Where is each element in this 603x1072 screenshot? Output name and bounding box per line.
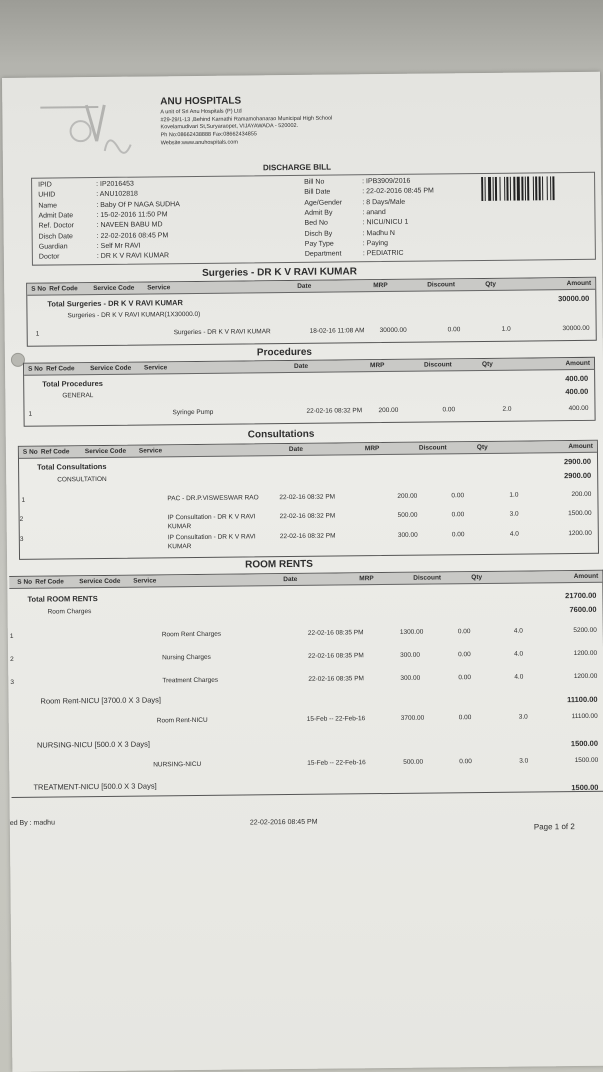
info-left-row [38, 211, 167, 219]
column-header: Service Code [90, 364, 132, 373]
row-amount: 11100.00 [571, 712, 598, 721]
info-left-row [38, 191, 138, 199]
info-left-value: : Baby Of P NAGA SUDHA [96, 200, 180, 209]
row-date: 22-02-16 08:32 PM [279, 512, 336, 521]
row-mrp: 200.00 [378, 406, 399, 415]
surgeries-title: Surgeries - DR K V RAVI KUMAR [201, 266, 357, 279]
row-discount: 0.00 [457, 628, 471, 636]
row-qty: 3.0 [509, 510, 519, 518]
info-right-label: Admit By [304, 209, 333, 217]
info-right-row [305, 229, 395, 237]
column-header: MRP [373, 281, 388, 290]
row-service: Treatment Charges [162, 676, 219, 685]
info-left-value: : Self Mr RAVI [96, 242, 141, 250]
column-header: Service Code [84, 447, 127, 456]
row-discount: 0.00 [447, 326, 461, 334]
column-header: MRP [359, 575, 374, 583]
row-mrp: 500.00 [397, 511, 418, 519]
column-header: Discount [418, 444, 447, 452]
info-right-row [304, 198, 405, 206]
row-service-cont: KUMAR [167, 523, 192, 531]
row-amount: 1500.00 [574, 756, 599, 765]
column-header: Qty [476, 443, 488, 452]
column-header: Service [138, 447, 163, 455]
row-amount: 200.00 [571, 490, 592, 499]
row-service: Surgeries - DR K V RAVI KUMAR [173, 328, 271, 337]
section-total-label: Total Procedures [42, 378, 103, 389]
print-date: 22-02-2016 08:45 PM [249, 818, 318, 827]
section-total: 21700.00 [565, 590, 597, 601]
subgroup-label: NURSING-NICU [500.0 X 3 Days] [36, 739, 150, 750]
info-left-value: : NAVEEN BABU MD [96, 221, 163, 230]
table-header [19, 441, 597, 459]
row-date: 22-02-16 08:32 PM [279, 493, 336, 502]
hospital-name: ANU HOSPITALS [160, 95, 242, 108]
info-left-row [39, 232, 169, 240]
info-left-label: Guardian [38, 243, 68, 251]
info-right-value: : IPB3909/2016 [362, 177, 411, 186]
row-date: 22-02-16 08:35 PM [307, 629, 364, 637]
column-header: Discount [413, 574, 442, 582]
row-discount: 0.00 [451, 492, 465, 500]
row-sno: 1 [21, 496, 26, 504]
row-date: 18-02-16 11:08 AM [309, 327, 365, 335]
info-right-label: Bill Date [304, 188, 331, 197]
info-left-label: Name [38, 202, 58, 210]
column-header: Date [294, 362, 309, 370]
row-date: 22-02-16 08:35 PM [308, 675, 365, 683]
group-total: 400.00 [565, 386, 589, 397]
row-amount: 1200.00 [573, 649, 598, 658]
column-header: Date [288, 445, 304, 454]
info-right-label: Bill No [304, 178, 325, 186]
row-service: IP Consultation - DR K V RAVI [167, 533, 256, 542]
row-qty: 4.0 [509, 530, 519, 538]
info-left-row [39, 242, 141, 250]
row-qty: 4.0 [514, 650, 524, 658]
column-header: S No [22, 448, 38, 456]
row-discount: 0.00 [451, 531, 465, 539]
row-qty: 2.0 [502, 405, 512, 413]
row-date: 22-02-16 08:32 PM [306, 407, 363, 415]
subgroup-total: 1500.00 [570, 738, 599, 749]
row-date: 22-02-16 08:35 PM [308, 652, 364, 660]
info-right-label: Department [304, 250, 342, 258]
info-right-value: : anand [362, 208, 386, 217]
info-left-value: : DR K V RAVI KUMAR [96, 252, 170, 261]
row-amount: 1200.00 [573, 672, 598, 681]
row-qty: 1.0 [509, 491, 519, 499]
info-left-label: Ref. Doctor [38, 222, 74, 230]
surgeries-table [26, 277, 597, 347]
column-header: Ref Code [49, 285, 78, 293]
procedures-table [23, 357, 596, 427]
info-left-row [38, 201, 180, 209]
row-mrp: 1300.00 [399, 628, 424, 636]
row-discount: 0.00 [458, 651, 471, 659]
group-label: CONSULTATION [57, 475, 107, 484]
info-right-row [304, 188, 434, 196]
info-right-value: : Paying [362, 239, 389, 248]
group-label: Surgeries - DR K V RAVI KUMAR(1X30000.0) [67, 310, 201, 320]
info-right-label: Disch By [304, 230, 333, 238]
row-service: NURSING-NICU [153, 760, 202, 769]
row-mrp: 3700.00 [400, 714, 425, 722]
info-left-row [39, 222, 163, 230]
row-mrp: 300.00 [400, 674, 421, 682]
section-total: 2900.00 [563, 456, 592, 467]
section-total-label: Total Surgeries - DR K V RAVI KUMAR [47, 298, 183, 309]
hospital-tagline: A unit of Sri Anu Hospitals (P) Ltd [160, 108, 242, 116]
barcode-icon [481, 176, 581, 201]
section-total-label: Total ROOM RENTS [27, 594, 98, 604]
column-header: MRP [364, 445, 380, 453]
hospital-address-1: #29-29/1-13 ,Behind Karnathi Ramamohanarao Municipal High School [160, 115, 333, 124]
row-discount: 0.00 [458, 674, 471, 682]
row-discount: 0.00 [458, 714, 472, 722]
column-header: Discount [423, 361, 452, 369]
hospital-phone: Ph No:08662438888 Fax:08662434855 [160, 131, 257, 139]
column-header: Ref Code [40, 448, 70, 456]
row-qty: 4.0 [513, 627, 523, 635]
row-sno: 2 [10, 655, 14, 663]
info-left-row [39, 252, 169, 260]
info-right-label: Age/Gender [304, 199, 343, 207]
row-amount: 400.00 [568, 404, 589, 413]
info-left-label: UHID [38, 191, 56, 199]
discharge-bill-page [2, 72, 603, 1072]
row-sno: 3 [10, 678, 14, 686]
column-header: S No [28, 365, 43, 373]
info-right-label: Bed No [304, 219, 328, 228]
column-header: Service [147, 284, 171, 292]
info-left-label: Admit Date [38, 212, 74, 220]
info-right-value: : PEDIATRIC [362, 249, 404, 258]
document-title: DISCHARGE BILL [262, 162, 331, 173]
row-sno: 1 [9, 632, 14, 640]
info-right-value: : 22-02-2016 08:45 PM [362, 187, 434, 196]
row-sno: 3 [19, 535, 24, 543]
column-header: Service Code [93, 284, 135, 293]
info-right-value: : 8 Days/Male [362, 198, 406, 206]
subgroup-total: 11100.00 [567, 694, 598, 705]
row-amount: 30000.00 [562, 324, 590, 333]
column-header: S No [31, 285, 47, 293]
column-header: Ref Code [35, 578, 64, 586]
column-header: Service [144, 364, 168, 372]
column-header: S No [17, 578, 33, 586]
column-header: Amount [573, 572, 599, 581]
section-total: 400.00 [565, 373, 589, 384]
row-qty: 4.0 [514, 673, 524, 681]
info-left-value: : IP2016453 [96, 180, 134, 189]
info-right-row [305, 250, 404, 258]
row-discount: 0.00 [451, 511, 465, 519]
room-rents-table [9, 570, 603, 798]
row-service: PAC - DR.P.VISWESWAR RAO [167, 494, 259, 503]
group-label: Room Charges [47, 608, 92, 616]
table-header [24, 358, 594, 376]
column-header: Amount [568, 442, 593, 451]
info-right-label: Pay Type [304, 240, 334, 248]
prepared-by: ed By : madhu [9, 819, 55, 827]
row-mrp: 500.00 [403, 758, 424, 766]
info-right-value: : Madhu N [362, 229, 395, 237]
row-date: 15-Feb -- 22-Feb-16 [307, 759, 366, 767]
table-header [9, 571, 602, 589]
info-right-row [304, 209, 385, 217]
row-mrp: 30000.00 [379, 326, 407, 335]
row-qty: 3.0 [518, 713, 528, 721]
section-total: 30000.00 [557, 293, 590, 304]
subgroup-label: Room Rent-NICU [3700.0 X 3 Days] [40, 695, 162, 706]
room-rents-title: ROOM RENTS [245, 558, 313, 571]
column-header: Amount [565, 359, 591, 368]
info-left-label: Disch Date [38, 232, 73, 241]
info-right-row [304, 178, 410, 186]
consultations-title: Consultations [247, 428, 315, 441]
info-left-value: : 22-02-2016 08:45 PM [96, 231, 169, 240]
procedures-title: Procedures [256, 346, 312, 359]
hospital-logo-icon [38, 101, 139, 172]
row-discount: 0.00 [459, 758, 472, 766]
row-date: 15-Feb -- 22-Feb-16 [306, 715, 366, 723]
row-sno: 2 [19, 515, 24, 523]
column-header: Qty [485, 280, 497, 288]
row-service: Room Rent-NICU [156, 716, 208, 725]
consultations-table [18, 440, 599, 560]
group-total: 2900.00 [564, 470, 592, 481]
column-header: Service [133, 577, 157, 585]
column-header: Ref Code [46, 365, 75, 373]
info-left-label: IPID [38, 181, 52, 189]
row-service: IP Consultation - DR K V RAVI [167, 513, 256, 522]
row-discount: 0.00 [442, 406, 456, 414]
row-sno: 1 [35, 330, 40, 338]
info-left-label: Doctor [38, 253, 60, 261]
hospital-website: Website:www.anuhospitals.com [160, 139, 238, 147]
row-mrp: 300.00 [397, 531, 418, 539]
page-number: Page 1 of 2 [533, 822, 575, 832]
column-header: Date [297, 282, 312, 290]
info-left-value: : ANU102818 [96, 190, 138, 199]
column-header: Date [283, 575, 298, 584]
info-right-row [305, 240, 388, 248]
column-header: Qty [481, 360, 493, 368]
section-total-label: Total Consultations [37, 461, 107, 472]
row-service: Nursing Charges [162, 653, 211, 662]
row-qty: 1.0 [501, 325, 511, 333]
column-header: MRP [369, 362, 385, 370]
column-header: Service Code [79, 577, 121, 586]
subgroup-label: TREATMENT-NICU [500.0 X 3 Days] [33, 781, 157, 792]
row-sno: 1 [28, 410, 33, 418]
column-header: Amount [566, 279, 592, 288]
row-amount: 1200.00 [568, 529, 592, 538]
row-mrp: 200.00 [397, 492, 418, 500]
row-qty: 3.0 [519, 757, 529, 765]
info-left-value: : 15-02-2016 11:50 PM [96, 211, 168, 219]
row-service: Syringe Pump [172, 408, 214, 417]
hospital-address-2: Kovelamudivari St,Suryaraopet, VIJAYAWADA - 520002. [160, 122, 299, 131]
row-service: Room Rent Charges [161, 630, 222, 639]
group-total: 7600.00 [569, 604, 597, 615]
column-header: Discount [427, 281, 456, 289]
group-label: GENERAL [62, 392, 94, 400]
table-header [27, 278, 595, 296]
info-left-row [38, 181, 134, 189]
row-date: 22-02-16 08:32 PM [279, 532, 336, 541]
row-mrp: 300.00 [400, 651, 420, 659]
column-header: Qty [471, 574, 483, 582]
info-right-row [305, 219, 409, 227]
row-amount: 1500.00 [568, 509, 592, 518]
info-right-value: : NICU/NICU 1 [362, 218, 409, 227]
row-service-cont: KUMAR [167, 543, 192, 551]
row-amount: 5200.00 [573, 626, 597, 635]
subgroup-total: 1500.00 [571, 782, 599, 793]
